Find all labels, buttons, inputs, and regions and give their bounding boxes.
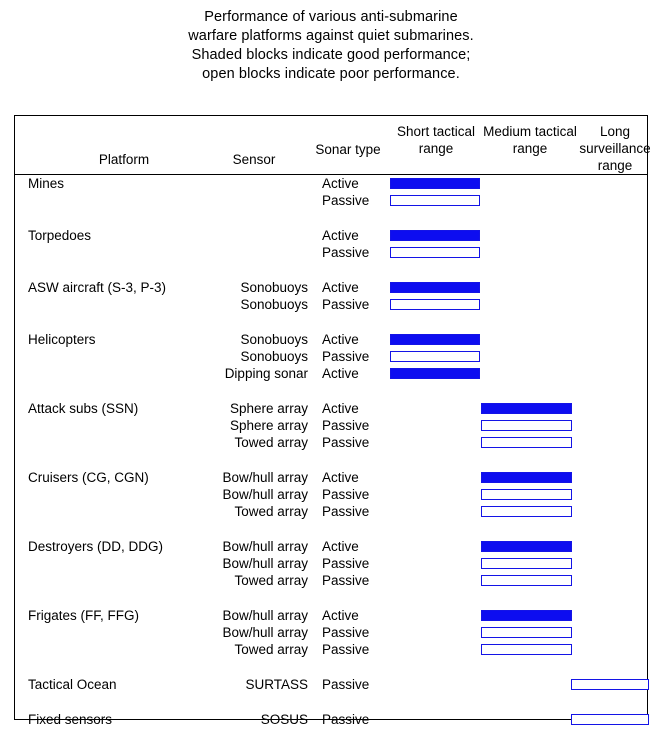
cell-platform: Torpedoes bbox=[28, 228, 92, 243]
platform-group bbox=[15, 607, 647, 658]
table-row bbox=[15, 400, 647, 417]
cell-sonar-type: Active bbox=[322, 608, 359, 623]
cell-sonar-type: Active bbox=[322, 176, 359, 191]
cell-sonar-type: Passive bbox=[322, 712, 370, 727]
table-row bbox=[15, 503, 647, 520]
table-row bbox=[15, 434, 647, 451]
performance-block-short bbox=[390, 230, 480, 241]
cell-sonar-type: Passive bbox=[322, 642, 370, 657]
performance-block-short bbox=[390, 247, 480, 258]
cell-sonar-type: Passive bbox=[322, 573, 370, 588]
table-row bbox=[15, 192, 647, 209]
performance-block-medium bbox=[481, 506, 572, 517]
cell-platform: Destroyers (DD, DDG) bbox=[28, 539, 164, 554]
cell-sonar-type: Active bbox=[322, 280, 359, 295]
performance-block-short bbox=[390, 299, 480, 310]
column-header-platform: Platform bbox=[98, 152, 150, 167]
cell-sensor: SURTASS bbox=[245, 677, 308, 692]
cell-sonar-type: Active bbox=[322, 332, 359, 347]
performance-block-medium bbox=[481, 558, 572, 569]
table-row bbox=[15, 227, 647, 244]
performance-block-medium bbox=[481, 489, 572, 500]
performance-block-long bbox=[571, 714, 649, 725]
cell-sonar-type: Passive bbox=[322, 245, 370, 260]
performance-block-medium bbox=[481, 610, 572, 621]
cell-sonar-type: Active bbox=[322, 470, 359, 485]
table-row bbox=[15, 486, 647, 503]
cell-sensor: Towed array bbox=[234, 642, 308, 657]
cell-platform: Frigates (FF, FFG) bbox=[28, 608, 139, 623]
performance-block-medium bbox=[481, 437, 572, 448]
cell-sonar-type: Active bbox=[322, 539, 359, 554]
table-row bbox=[15, 676, 647, 693]
table-row bbox=[15, 331, 647, 348]
cell-sensor: Bow/hull array bbox=[222, 487, 308, 502]
cell-sonar-type: Passive bbox=[322, 504, 370, 519]
cell-sonar-type: Active bbox=[322, 228, 359, 243]
cell-platform: Cruisers (CG, CGN) bbox=[28, 470, 149, 485]
cell-sensor: Towed array bbox=[234, 435, 308, 450]
cell-platform: Helicopters bbox=[28, 332, 96, 347]
cell-sonar-type: Passive bbox=[322, 435, 370, 450]
cell-sonar-type: Passive bbox=[322, 625, 370, 640]
table-row bbox=[15, 624, 647, 641]
performance-block-short bbox=[390, 282, 480, 293]
cell-sensor: Towed array bbox=[234, 573, 308, 588]
cell-sensor: Bow/hull array bbox=[222, 608, 308, 623]
platform-group bbox=[15, 227, 647, 261]
column-header-sensor: Sensor bbox=[232, 152, 276, 167]
cell-sensor: Sonobuoys bbox=[240, 280, 308, 295]
platform-group bbox=[15, 711, 647, 728]
cell-sensor: Sonobuoys bbox=[240, 297, 308, 312]
performance-block-medium bbox=[481, 420, 572, 431]
platform-group bbox=[15, 469, 647, 520]
column-header-sonar-type: Sonar type bbox=[315, 142, 381, 157]
platform-group bbox=[15, 400, 647, 451]
table-row bbox=[15, 711, 647, 728]
cell-platform: Fixed sensors bbox=[28, 712, 113, 727]
cell-platform: Attack subs (SSN) bbox=[28, 401, 139, 416]
performance-block-medium bbox=[481, 644, 572, 655]
performance-block-medium bbox=[481, 403, 572, 414]
platform-group bbox=[15, 175, 647, 209]
column-header-long-range: Long surveillance range bbox=[579, 124, 651, 173]
platform-group bbox=[15, 676, 647, 693]
cell-sonar-type: Active bbox=[322, 401, 359, 416]
platform-group bbox=[15, 279, 647, 313]
cell-sensor: Sonobuoys bbox=[240, 332, 308, 347]
table-row bbox=[15, 555, 647, 572]
performance-block-short bbox=[390, 178, 480, 189]
column-header-medium-range: Medium tactical range bbox=[483, 124, 577, 156]
cell-platform: Mines bbox=[28, 176, 65, 191]
cell-sensor: Bow/hull array bbox=[222, 470, 308, 485]
cell-sensor: Sonobuoys bbox=[240, 349, 308, 364]
cell-sensor: Towed array bbox=[234, 504, 308, 519]
performance-block-long bbox=[571, 679, 649, 690]
table-body bbox=[15, 175, 647, 728]
table-header-row bbox=[15, 116, 651, 174]
table-row bbox=[15, 641, 647, 658]
cell-sonar-type: Passive bbox=[322, 556, 370, 571]
table-row bbox=[15, 469, 647, 486]
table-row bbox=[15, 417, 647, 434]
performance-block-short bbox=[390, 195, 480, 206]
performance-block-short bbox=[390, 368, 480, 379]
platform-group bbox=[15, 331, 647, 382]
cell-platform: ASW aircraft (S-3, P-3) bbox=[28, 280, 167, 295]
column-header-short-range: Short tactical range bbox=[396, 124, 476, 156]
platform-group bbox=[15, 538, 647, 589]
cell-sonar-type: Passive bbox=[322, 677, 370, 692]
cell-sensor: Bow/hull array bbox=[222, 625, 308, 640]
performance-block-medium bbox=[481, 575, 572, 586]
cell-sonar-type: Active bbox=[322, 366, 359, 381]
performance-block-short bbox=[390, 351, 480, 362]
cell-sonar-type: Passive bbox=[322, 349, 370, 364]
table-row bbox=[15, 175, 647, 192]
table-row bbox=[15, 538, 647, 555]
cell-sensor: Sphere array bbox=[229, 418, 308, 433]
cell-sonar-type: Passive bbox=[322, 297, 370, 312]
cell-sonar-type: Passive bbox=[322, 418, 370, 433]
cell-sonar-type: Passive bbox=[322, 193, 370, 208]
table-row bbox=[15, 348, 647, 365]
table-row bbox=[15, 572, 647, 589]
asw-performance-table bbox=[14, 115, 651, 727]
cell-sensor: Dipping sonar bbox=[224, 366, 308, 381]
table-row bbox=[15, 607, 647, 624]
table-row bbox=[15, 244, 647, 261]
cell-sensor: Bow/hull array bbox=[222, 556, 308, 571]
cell-platform: Tactical Ocean bbox=[28, 677, 117, 692]
cell-sensor: SOSUS bbox=[260, 712, 308, 727]
cell-sensor: Bow/hull array bbox=[222, 539, 308, 554]
figure-caption: Performance of various anti-submarine warfare platforms against quiet submarines. Shaded blocks indicate good performance; open blocks indicate poor performance. bbox=[188, 9, 474, 83]
performance-block-medium bbox=[481, 627, 572, 638]
performance-block-medium bbox=[481, 541, 572, 552]
cell-sensor: Sphere array bbox=[229, 401, 308, 416]
performance-block-short bbox=[390, 334, 480, 345]
cell-sonar-type: Passive bbox=[322, 487, 370, 502]
table-row bbox=[15, 365, 647, 382]
table-row bbox=[15, 296, 647, 313]
table-row bbox=[15, 279, 647, 296]
performance-block-medium bbox=[481, 472, 572, 483]
